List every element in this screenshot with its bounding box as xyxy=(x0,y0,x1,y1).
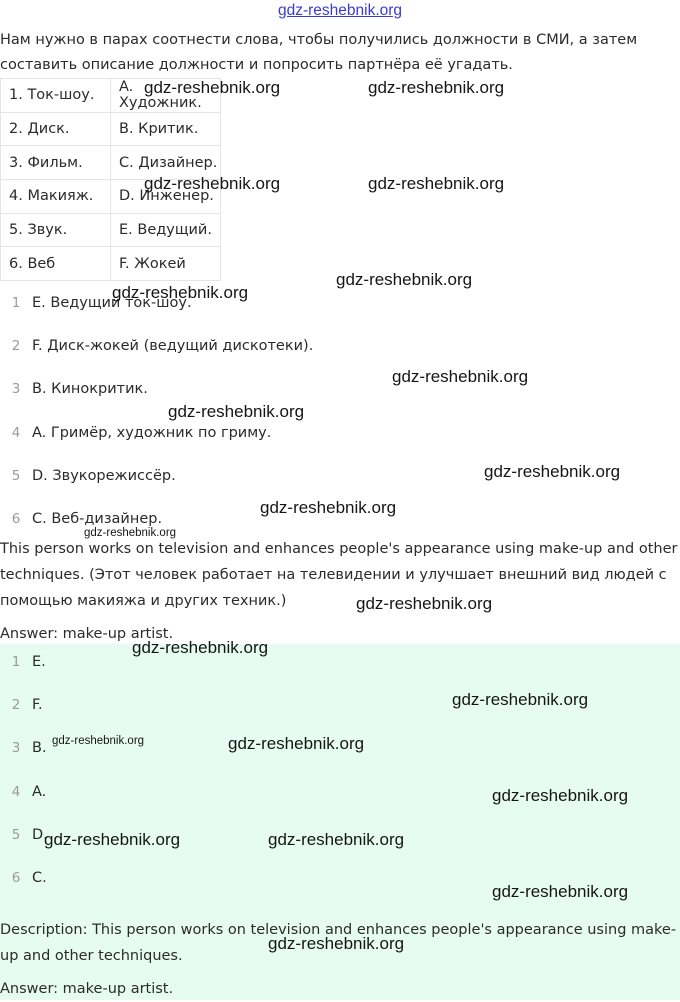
watermark: gdz-reshebnik.org xyxy=(84,527,177,539)
item-number: 5 xyxy=(11,467,21,484)
item-text: B. xyxy=(32,740,47,757)
watermark: gdz-reshebnik.org xyxy=(392,367,529,386)
word-cell: 6. Веб xyxy=(1,247,111,281)
list-item xyxy=(0,736,47,760)
profession-cell: B. Критик. xyxy=(111,112,221,146)
site-header-link[interactable]: gdz-reshebnik.org xyxy=(277,2,403,19)
item-text: E. Ведущий ток-шоу. xyxy=(32,295,192,311)
task-instruction: Нам нужно в парах соотнести слова, чтобы получились должности в СМИ, а затем составить описание должности и попросить партнёра её угадать. xyxy=(0,32,638,73)
watermark: gdz-reshebnik.org xyxy=(336,270,473,289)
watermark: gdz-reshebnik.org xyxy=(52,735,145,747)
item-number: 6 xyxy=(11,870,21,886)
profession-cell: D. Инженер. xyxy=(111,180,221,214)
description-text-1: This person works on television and enhances people's appearance using make-up and other techniques. (Этот человек работает на телевидении и улучшает внешний вид людей с помощью макияжа и других техник.) xyxy=(0,541,678,609)
list-item xyxy=(0,823,48,847)
word-cell: 5. Звук. xyxy=(1,213,111,247)
watermark: gdz-reshebnik.org xyxy=(356,594,493,613)
list-item xyxy=(0,377,148,401)
table-row xyxy=(1,213,221,247)
watermark: gdz-reshebnik.org xyxy=(168,402,305,421)
item-text: D. xyxy=(32,826,48,843)
item-number: 4 xyxy=(11,783,21,800)
list-item xyxy=(0,780,46,804)
table-row xyxy=(1,247,221,281)
item-text: C. xyxy=(32,870,47,886)
watermark: gdz-reshebnik.org xyxy=(492,882,629,901)
word-cell: 2. Диск. xyxy=(1,112,111,146)
profession-cell: C. Дизайнер. xyxy=(111,146,221,180)
item-number: 5 xyxy=(11,826,21,843)
word-cell: 3. Фильм. xyxy=(1,146,111,180)
word-cell: 4. Макияж. xyxy=(1,180,111,214)
profession-cell: F. Жокей xyxy=(111,247,221,281)
watermark: gdz-reshebnik.org xyxy=(492,786,629,805)
list-item xyxy=(0,866,47,890)
watermark: gdz-reshebnik.org xyxy=(368,174,505,193)
watermark: gdz-reshebnik.org xyxy=(260,498,397,517)
item-text: E. xyxy=(32,654,46,670)
item-text: A. xyxy=(32,783,47,800)
list-item xyxy=(0,421,271,445)
item-text: D. Звукорежиссёр. xyxy=(32,467,176,484)
watermark: gdz-reshebnik.org xyxy=(452,690,589,709)
item-text: A. Гримёр, художник по гриму. xyxy=(32,424,272,441)
word-cell: 1. Ток-шоу. xyxy=(1,79,111,113)
item-number: 2 xyxy=(11,697,21,714)
list-item xyxy=(0,464,176,488)
table-row xyxy=(1,112,221,146)
watermark: gdz-reshebnik.org xyxy=(268,830,405,849)
watermark: gdz-reshebnik.org xyxy=(144,174,281,193)
profession-cell: E. Ведущий. xyxy=(111,213,221,247)
list-item xyxy=(0,650,46,674)
watermark: gdz-reshebnik.org xyxy=(268,934,405,953)
item-number: 2 xyxy=(11,338,21,355)
list-item xyxy=(0,693,43,717)
item-number: 6 xyxy=(11,511,21,527)
watermark: gdz-reshebnik.org xyxy=(112,283,249,302)
answer-text-2: Answer: make-up artist. xyxy=(0,981,174,997)
item-text: C. Веб-дизайнер. xyxy=(32,511,163,527)
item-text: F. xyxy=(32,697,43,714)
item-number: 3 xyxy=(11,740,21,757)
watermark: gdz-reshebnik.org xyxy=(368,78,505,97)
watermark: gdz-reshebnik.org xyxy=(44,830,181,849)
watermark: gdz-reshebnik.org xyxy=(228,734,365,753)
item-text: B. Кинокритик. xyxy=(32,381,148,398)
list-item xyxy=(0,334,313,358)
answer-text-1: Answer: make-up artist. xyxy=(0,626,174,642)
watermark: gdz-reshebnik.org xyxy=(144,78,281,97)
item-number: 1 xyxy=(11,654,21,670)
description-text-2: Description: This person works on television and enhances people's appearance using make-up and other techniques. xyxy=(0,922,677,964)
item-number: 4 xyxy=(11,424,21,441)
item-number: 1 xyxy=(11,295,21,311)
profession-cell: A. Художник. xyxy=(111,79,221,113)
watermark: gdz-reshebnik.org xyxy=(132,638,269,657)
item-number: 3 xyxy=(11,381,21,398)
item-text: F. Диск-жокей (ведущий дискотеки). xyxy=(32,338,314,355)
watermark: gdz-reshebnik.org xyxy=(484,462,621,481)
